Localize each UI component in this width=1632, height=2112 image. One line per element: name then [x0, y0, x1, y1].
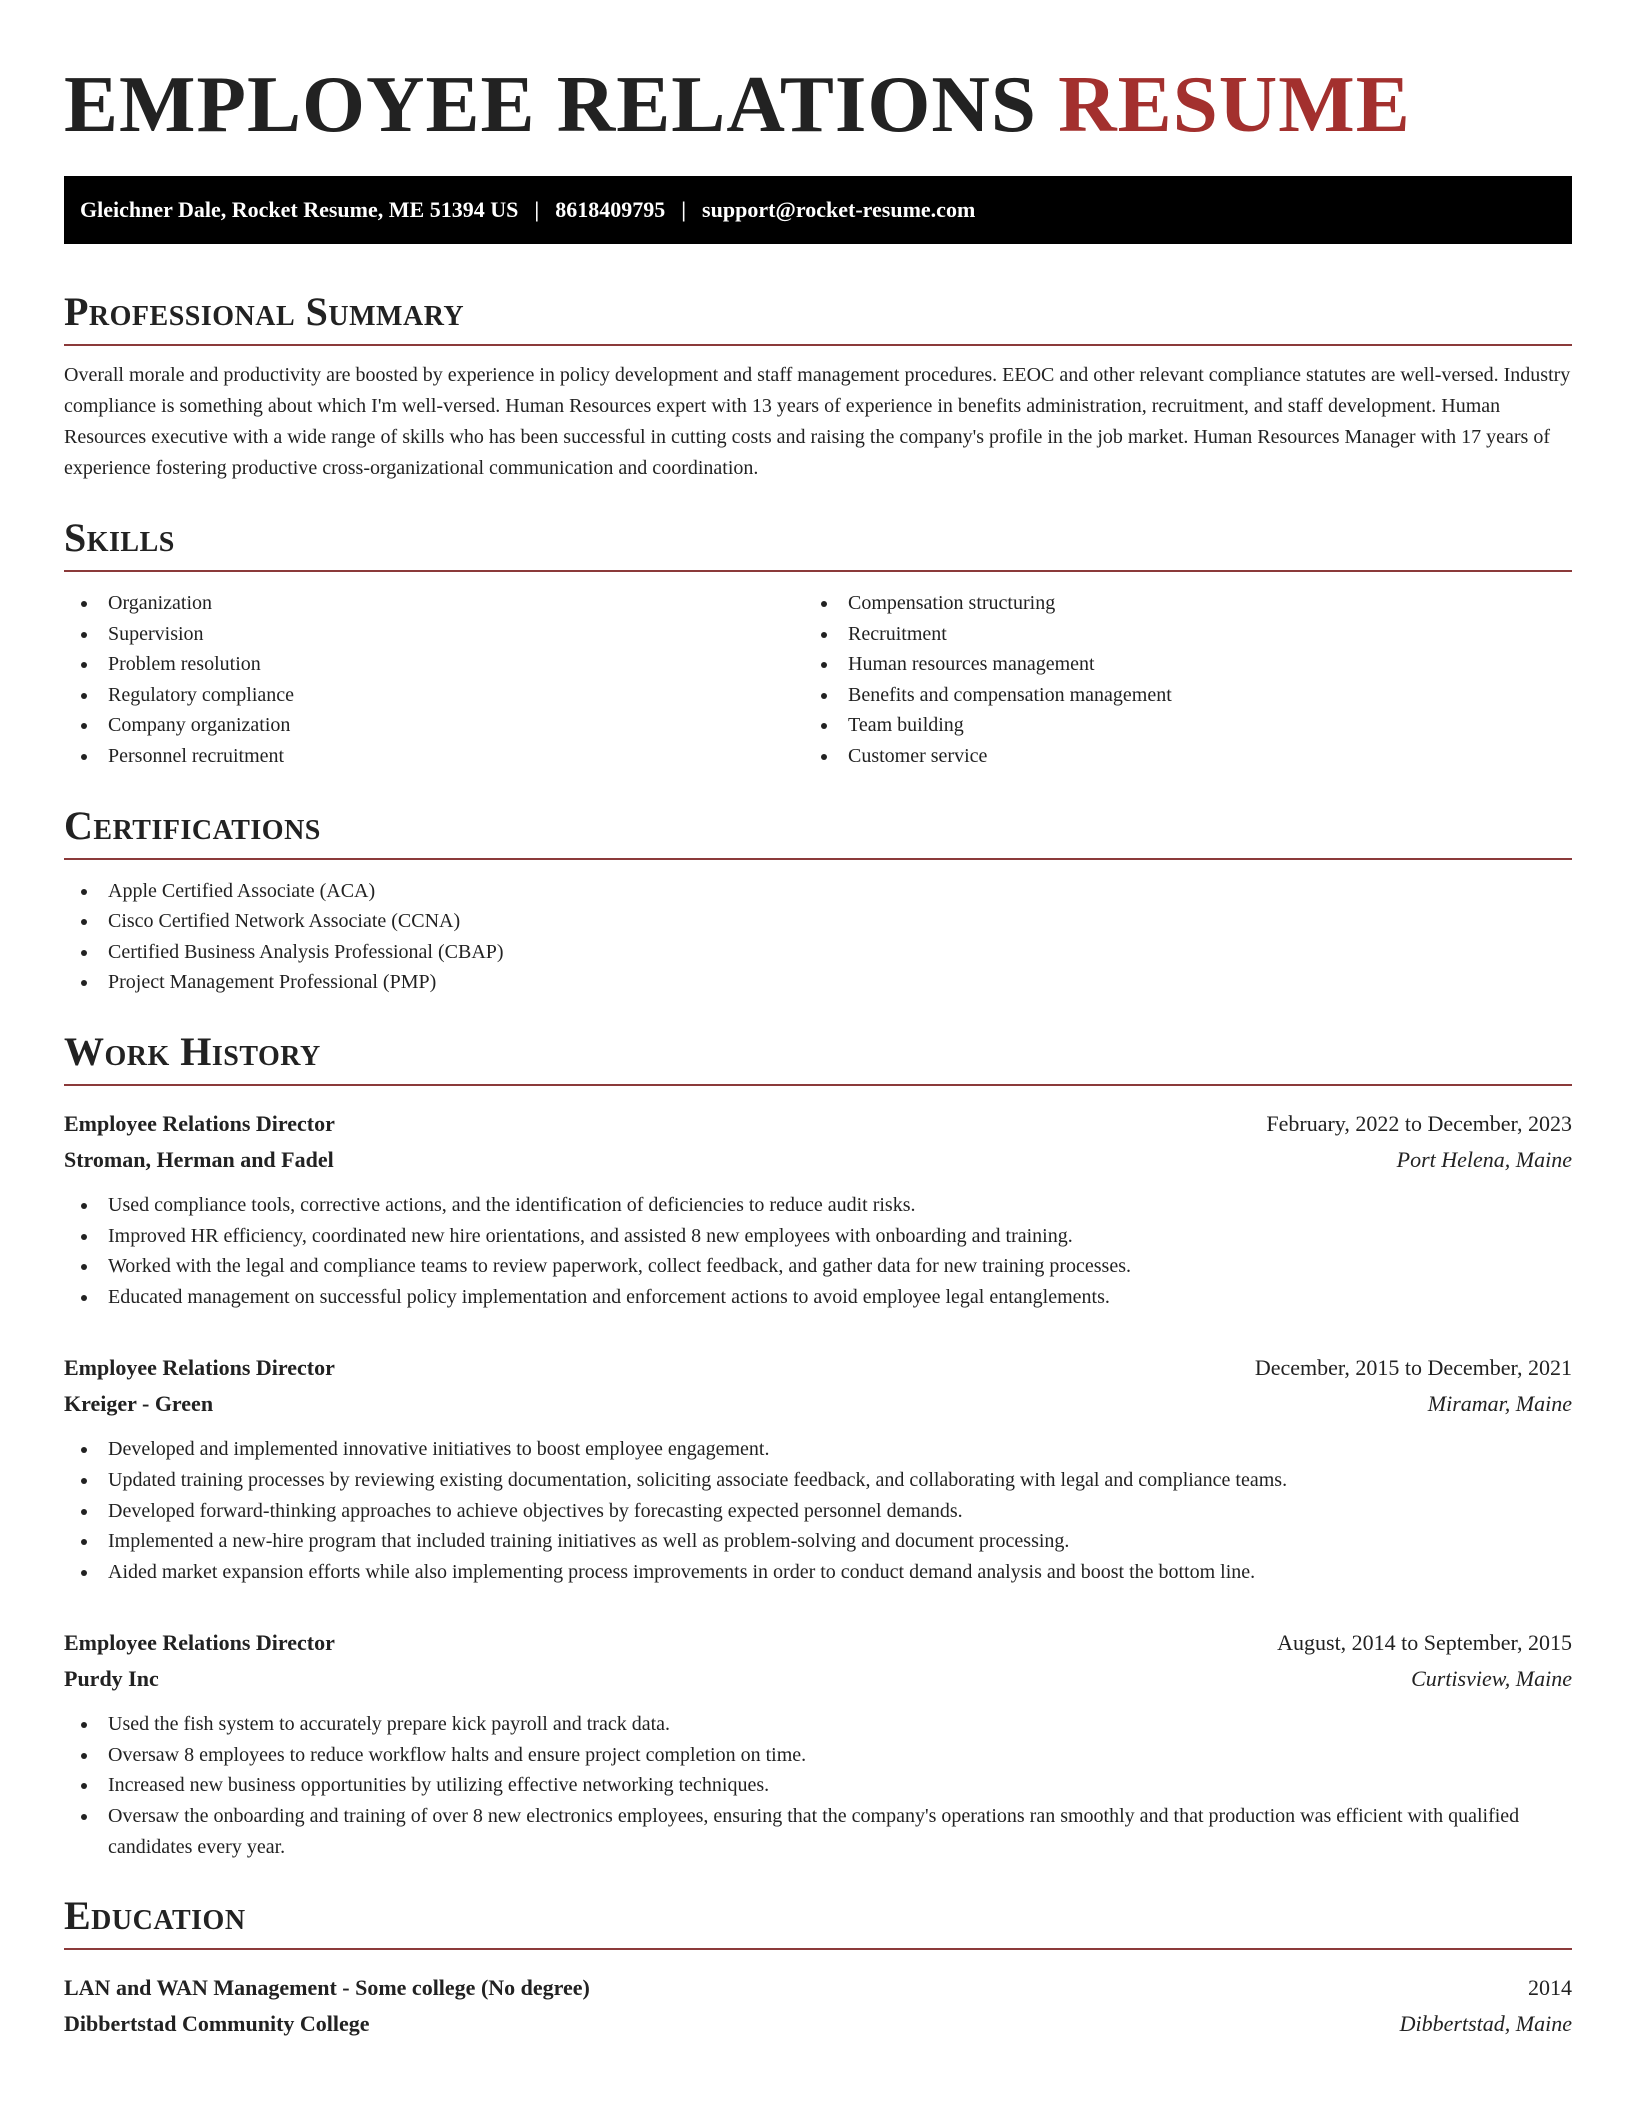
job-bullet: Implemented a new-hire program that included training initiatives as well as problem-solving and document processing. — [64, 1526, 1572, 1557]
job-bullet: Increased new business opportunities by utilizing effective networking techniques. — [64, 1770, 1572, 1801]
job-dates: August, 2014 to September, 2015 — [1277, 1630, 1572, 1656]
certifications-list — [64, 876, 1572, 998]
certification-item: Apple Certified Associate (ACA) — [64, 876, 1572, 907]
section-divider — [64, 344, 1572, 346]
job-bullet: Aided market expansion efforts while also implementing process improvements in order to conduct demand analysis and boost the bottom line. — [64, 1557, 1572, 1588]
certifications-heading: Certifications — [64, 802, 321, 848]
contact-separator: | — [534, 197, 540, 222]
skills-heading: Skills — [64, 515, 175, 560]
education-location: Dibbertstad, Maine — [1399, 2011, 1572, 2037]
skill-item: Problem resolution — [64, 649, 804, 680]
skill-item: Team building — [804, 710, 1544, 741]
resume-title — [64, 60, 1572, 148]
skill-item: Personnel recruitment — [64, 741, 804, 772]
summary-section — [64, 288, 1572, 484]
job-bullet: Worked with the legal and compliance teams to review paperwork, collect feedback, and gather data for new training processes. — [64, 1251, 1572, 1282]
job-bullet: Oversaw 8 employees to reduce workflow halts and ensure project completion on time. — [64, 1740, 1572, 1771]
education-school: Dibbertstad Community College — [64, 2011, 370, 2037]
job-location: Miramar, Maine — [1427, 1391, 1572, 1417]
skill-item: Compensation structuring — [804, 588, 1544, 619]
section-divider — [64, 1084, 1572, 1086]
section-divider — [64, 858, 1572, 860]
contact-address: Gleichner Dale, Rocket Resume, ME 51394 US — [80, 197, 519, 222]
job-bullet: Developed and implemented innovative initiatives to boost employee engagement. — [64, 1434, 1572, 1465]
work-history-heading: Work History — [64, 1028, 321, 1074]
education-heading: Education — [64, 1893, 246, 1939]
job-location: Curtisview, Maine — [1411, 1666, 1572, 1692]
job-title: Employee Relations Director — [64, 1630, 335, 1656]
job-dates: December, 2015 to December, 2021 — [1254, 1355, 1572, 1381]
certification-item: Certified Business Analysis Professional (CBAP) — [64, 937, 1572, 968]
job-company: Kreiger - Green — [64, 1391, 214, 1417]
job-bullet: Used the fish system to accurately prepare kick payroll and track data. — [64, 1709, 1572, 1740]
certification-item: Project Management Professional (PMP) — [64, 967, 1572, 998]
job-dates: February, 2022 to December, 2023 — [1266, 1110, 1572, 1136]
work-history-section — [64, 1028, 1572, 1862]
job-bullet: Educated management on successful policy implementation and enforcement actions to avoid employee legal entanglements. — [64, 1282, 1572, 1313]
job-entry — [64, 1625, 1572, 1862]
job-bullet: Used compliance tools, corrective actions, and the identification of deficiencies to reduce audit risks. — [64, 1190, 1572, 1221]
contact-bar — [64, 176, 1572, 244]
summary-text: Overall morale and productivity are boosted by experience in policy development and staff management procedures. EEOC and other relevant compliance statutes are well-versed. Industry compliance is something about which I'm well-versed. Human Resources expert with 13 years of experience in benefits administration, recruitment, and staff development. Human Resources executive with a wide range of skills who has been successful in cutting costs and raising the company's profile in the job market. Human Resources Manager with 17 years of experience fostering productive cross-organizational communication and coordination. — [64, 364, 1571, 479]
education-degree: LAN and WAN Management - Some college (No degree) — [64, 1975, 590, 2001]
section-divider — [64, 1948, 1572, 1950]
skill-item: Benefits and compensation management — [804, 680, 1544, 711]
skills-list-right — [804, 588, 1544, 772]
skill-item: Regulatory compliance — [64, 680, 804, 711]
contact-separator: | — [681, 197, 687, 222]
job-bullets — [64, 1709, 1572, 1862]
summary-heading: Professional Summary — [64, 289, 465, 334]
skill-item: Recruitment — [804, 619, 1544, 650]
skill-item: Human resources management — [804, 649, 1544, 680]
job-title: Employee Relations Director — [64, 1110, 335, 1136]
job-bullet: Oversaw the onboarding and training of over 8 new electronics employees, ensuring that the company's operations ran smoothly and that production was efficient with qualified candidates every year. — [64, 1801, 1572, 1862]
contact-phone: 8618409795 — [555, 197, 666, 222]
job-location: Port Helena, Maine — [1396, 1146, 1572, 1172]
skill-item: Organization — [64, 588, 804, 619]
skills-section — [64, 514, 1572, 772]
skill-item: Customer service — [804, 741, 1544, 772]
skills-grid — [64, 572, 1572, 772]
education-year: 2014 — [1528, 1975, 1572, 2001]
title-main: EMPLOYEE RELATIONS — [64, 59, 1037, 149]
resume-page — [64, 0, 1572, 2042]
certification-item: Cisco Certified Network Associate (CCNA) — [64, 906, 1572, 937]
education-entry — [64, 1970, 1572, 2042]
skill-item: Supervision — [64, 619, 804, 650]
skills-list-left — [64, 588, 804, 772]
job-bullet: Improved HR efficiency, coordinated new hire orientations, and assisted 8 new employees with onboarding and training. — [64, 1221, 1572, 1252]
job-company: Stroman, Herman and Fadel — [64, 1146, 334, 1172]
job-bullets — [64, 1434, 1572, 1587]
education-section — [64, 1892, 1572, 2042]
job-company: Purdy Inc — [64, 1666, 159, 1692]
title-accent: RESUME — [1058, 59, 1411, 149]
job-bullet: Updated training processes by reviewing existing documentation, soliciting associate feedback, and collaborating with legal and compliance teams. — [64, 1465, 1572, 1496]
job-entry — [64, 1106, 1572, 1312]
job-bullets — [64, 1190, 1572, 1312]
job-bullet: Developed forward-thinking approaches to achieve objectives by forecasting expected personnel demands. — [64, 1496, 1572, 1527]
job-title: Employee Relations Director — [64, 1355, 335, 1381]
skill-item: Company organization — [64, 710, 804, 741]
contact-email: support@rocket-resume.com — [702, 197, 976, 222]
job-entry — [64, 1350, 1572, 1587]
certifications-section — [64, 802, 1572, 998]
